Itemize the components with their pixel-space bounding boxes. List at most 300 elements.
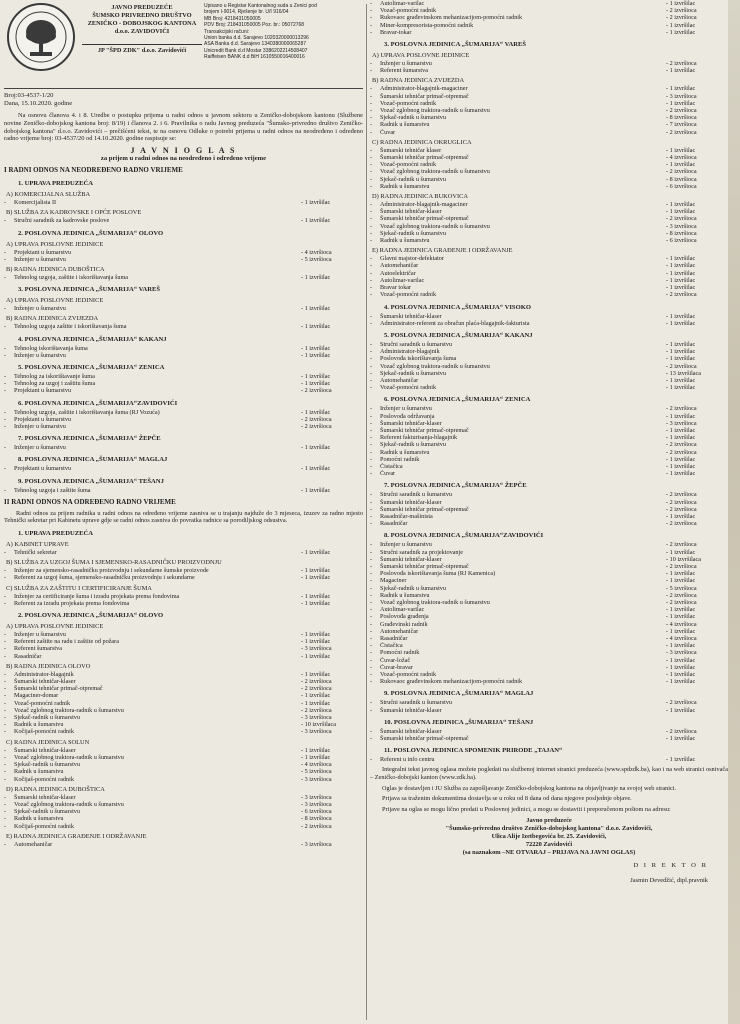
position-row — [370, 499, 728, 506]
position-count: - 1 izvršilac — [666, 384, 696, 392]
position-title: Sjekač-radnik u šumarstvu — [380, 114, 446, 122]
position-count: - 1 izvršilac — [666, 671, 696, 679]
position-row — [4, 653, 363, 660]
position-row — [4, 345, 363, 352]
bullet-dash: - — [370, 756, 373, 764]
position-count: - 1 izvršilac — [301, 217, 331, 225]
position-title: Vozač zglobnog traktora-radnik u šumarstvu — [14, 706, 124, 714]
intro-paragraph: Na osnovu članova 4. i 8. Uredbe o postupku prijema u radni odnos u javnom sektoru u Zeničko-dobojskom kantonu (Službene novine Zeničko-dobojskog kantona broj: 8/19) i članova 2. i 6. Pravilnika o radu Javnog preduzeća "Šumsko-privredno društvo Zeničko-dobojskog kantona" d.o.o. Zavidovići – prečišćeni tekst, te na osnovu Odluke o potrebi prijema u radni odnos na neodređeno i određeno radno vrijeme broj: 03-4537/20 od 14.10.2020. godine raspisuje se: — [4, 112, 363, 143]
position-count: - 8 izvršioca — [301, 815, 332, 823]
position-title: Automehaničar — [380, 262, 419, 270]
position-row — [370, 291, 728, 298]
position-count: - 5 izvršioca — [301, 768, 332, 776]
position-row — [370, 699, 728, 706]
position-count: - 1 izvršilac — [666, 276, 696, 284]
bullet-dash: - — [4, 444, 7, 452]
position-count: - 1 izvršilac — [666, 570, 696, 578]
position-count: - 1 izvršilac — [301, 373, 331, 381]
position-row — [4, 549, 363, 556]
bullet-dash: - — [4, 746, 7, 754]
subunit-heading: A) UPRAVA POSLOVNE JEDINICE — [6, 623, 104, 631]
position-title: Referent u info centru — [380, 756, 435, 764]
position-row — [4, 707, 363, 714]
position-title: Vozač zglobnog traktora-radnik u šumarstvu — [380, 107, 490, 115]
position-title: Šumarski tehničar-klaser — [14, 793, 76, 801]
position-title: Šumarski tehničar primač-otpremač — [380, 92, 469, 100]
position-title: Inženjer u šumarstvu — [14, 305, 66, 313]
position-title: Čuvar-ložač — [380, 656, 411, 664]
position-row — [4, 631, 363, 638]
position-title: Projektant u šumarstvu — [14, 248, 72, 256]
unit-heading: 8. POSLOVNA JEDINICA „ŠUMARIJA“ZAVIDOVIĆI — [384, 532, 544, 540]
bullet-dash: - — [370, 635, 373, 643]
bullet-dash: - — [4, 815, 7, 823]
position-title: Šumarski tehničar-klaser — [380, 312, 442, 320]
registry-line: Transakcijski računi: — [204, 28, 250, 35]
position-row — [370, 201, 728, 208]
position-title: Šumarski tehničar primač-otpremač — [380, 562, 469, 570]
position-count: - 1 izvršilac — [301, 692, 331, 700]
position-count: - 1 izvršilac — [666, 284, 696, 292]
address-line: 72220 Zavidovići — [525, 840, 573, 848]
position-row — [370, 29, 728, 36]
position-row — [370, 237, 728, 244]
position-count: - 1 izvršilac — [666, 412, 696, 420]
bullet-dash: - — [370, 434, 373, 442]
position-title: Vozač-pomoćni radnik — [14, 699, 71, 707]
bullet-dash: - — [370, 491, 373, 499]
position-count: - 1 izvršilac — [666, 0, 696, 7]
position-row — [4, 352, 363, 359]
position-row — [370, 183, 728, 190]
position-count: - 1 izvršilac — [301, 699, 331, 707]
bullet-dash: - — [4, 423, 7, 431]
position-count: - 2 izvršioca — [666, 168, 697, 176]
position-count: - 3 izvršioca — [666, 222, 697, 230]
bullet-dash: - — [370, 462, 373, 470]
position-row — [370, 284, 728, 291]
bullet-dash: - — [370, 627, 373, 635]
bullet-dash: - — [370, 656, 373, 664]
bullet-dash: - — [370, 85, 373, 93]
bullet-dash: - — [4, 685, 7, 693]
position-count: - 2 izvršioca — [666, 448, 697, 456]
position-title: Inženjer za sjemensko-rasadničku proizvodnju i sekundarne šumske proizvode — [14, 567, 209, 575]
position-count: - 3 izvršioca — [301, 800, 332, 808]
position-count: - 1 izvršilac — [301, 746, 331, 754]
position-count: - 2 izvršioca — [666, 362, 697, 370]
subunit-heading: B) RADNA JEDINICA DUBOŠTICA — [6, 266, 105, 273]
position-row — [370, 628, 728, 635]
bullet-dash: - — [4, 638, 7, 646]
position-title: Administrator-blagajnik — [380, 348, 440, 356]
bullet-dash: - — [4, 822, 7, 830]
position-title: Inženjer u šumarstvu — [380, 60, 432, 68]
position-row — [4, 768, 363, 775]
position-count: - 1 izvršilac — [666, 312, 696, 320]
position-title: Šumarski tehničar-klaser — [380, 419, 442, 427]
position-row — [4, 600, 363, 607]
position-title: Poslovođa građenja — [380, 613, 429, 621]
position-title: Tehnički sekretar — [14, 549, 57, 557]
bullet-dash: - — [370, 498, 373, 506]
position-count: - 1 izvršilac — [301, 199, 331, 207]
bullet-dash: - — [4, 599, 7, 607]
position-title: Šumarski tehničar primač-otpremač — [380, 154, 469, 162]
unit-heading: 5. POSLOVNA JEDINICA „ŠUMARIJA“ KAKANJ — [384, 331, 533, 339]
position-row — [370, 577, 728, 584]
position-count: - 2 izvršioca — [666, 107, 697, 115]
unit-heading: 3. POSLOVNA JEDINICA „ŠUMARIJA“ VAREŠ — [384, 41, 527, 49]
position-count: - 1 izvršilac — [666, 262, 696, 270]
position-title: Rasadničar — [380, 635, 408, 643]
position-title: Inženjer u šumarstvu — [14, 423, 66, 431]
position-row — [370, 270, 728, 277]
subunit-heading: B) SLUŽBA ZA UZGOJ ŠUMA I SJEMENSKO-RASADNIČKU PROIZVODNJU — [6, 559, 222, 567]
position-row — [370, 215, 728, 222]
position-row — [370, 370, 728, 377]
position-row — [370, 262, 728, 269]
bullet-dash: - — [370, 591, 373, 599]
position-row — [370, 129, 728, 136]
position-row — [4, 685, 363, 692]
position-count: - 1 izvršilac — [301, 380, 331, 388]
unit-heading: 2. POSLOVNA JEDINICA „ŠUMARIJA“ OLOVO — [18, 612, 164, 620]
position-row — [370, 735, 728, 742]
bullet-dash: - — [370, 7, 373, 15]
position-count: - 3 izvršioca — [301, 775, 332, 783]
position-title: Tehnolog uzgoja i zaštite šuma — [14, 486, 91, 494]
unit-heading: 3. POSLOVNA JEDINICA „ŠUMARIJA“ VAREŠ — [18, 286, 161, 294]
bullet-dash: - — [370, 201, 373, 209]
position-count: - 1 izvršilac — [666, 606, 696, 614]
bullet-dash: - — [370, 620, 373, 628]
position-row — [370, 413, 728, 420]
bullet-dash: - — [4, 255, 7, 263]
bullet-dash: - — [4, 706, 7, 714]
bullet-dash: - — [370, 312, 373, 320]
position-title: Bravar-tokar — [380, 28, 412, 36]
bullet-dash: - — [370, 128, 373, 136]
position-row — [370, 707, 728, 714]
unit-heading: 9. POSLOVNA JEDINICA „ŠUMARIJA“ MAGLAJ — [384, 690, 534, 698]
bullet-dash: - — [4, 631, 7, 639]
bullet-dash: - — [4, 415, 7, 423]
bullet-dash: - — [370, 340, 373, 348]
position-row — [4, 593, 363, 600]
closing-section — [370, 766, 728, 884]
position-title: Vozač zglobnog traktora-radnik u šumarstvu — [380, 362, 490, 370]
company-line: d.o.o. ZAVIDOVIĆI — [114, 28, 170, 35]
position-row — [370, 121, 728, 128]
bullet-dash: - — [370, 706, 373, 714]
right-position-list — [370, 0, 728, 763]
bullet-dash: - — [370, 441, 373, 449]
position-title: Sjekač-radnik u šumarstvu — [14, 761, 80, 769]
position-row — [370, 642, 728, 649]
position-count: - 4 izvršioca — [666, 635, 697, 643]
position-title: Šumarski tehničar-klaser — [14, 746, 76, 754]
position-row — [4, 387, 363, 394]
position-count: - 1 izvršilac — [301, 408, 331, 416]
position-row — [4, 305, 363, 312]
bullet-dash: - — [370, 14, 373, 22]
position-title: Vozač-pomoćni radnik — [380, 291, 437, 299]
bullet-dash: - — [370, 215, 373, 223]
position-title: Inženjer u šumarstvu — [14, 351, 66, 359]
unit-heading: 6. POSLOVNA JEDINICA „ŠUMARIJA“ ZENICA — [384, 396, 531, 404]
bullet-dash: - — [370, 114, 373, 122]
position-row — [370, 348, 728, 355]
unit-heading: 10. POSLOVNA JEDINICA „ŠUMARIJA“ TEŠANJ — [384, 718, 534, 726]
position-count: - 2 izvršioca — [666, 291, 697, 299]
position-title: Vozač zglobnog traktora-radnik u šumarstvu — [380, 168, 490, 176]
position-title: Automehaničar — [14, 840, 53, 848]
position-count: - 5 izvršioca — [301, 255, 332, 263]
position-count: - 3 izvršioca — [301, 645, 332, 653]
position-count: - 1 izvršilac — [666, 85, 696, 93]
registry-line: Union banka d.d. Sarajevo 1020320000013296 — [204, 35, 309, 42]
bullet-dash: - — [370, 60, 373, 68]
position-count: - 2 izvršioca — [301, 423, 332, 431]
position-title: Autolimar-varilac — [380, 276, 425, 284]
position-count: - 2 izvršioca — [666, 441, 697, 449]
bullet-dash: - — [370, 168, 373, 176]
position-count: - 1 izvršilac — [666, 348, 696, 356]
bullet-dash: - — [370, 512, 373, 520]
unit-heading: 1. UPRAVA PREDUZEĆA — [18, 530, 94, 538]
left-column — [4, 0, 363, 1024]
position-row — [4, 323, 363, 330]
position-row — [4, 714, 363, 721]
bullet-dash: - — [4, 274, 7, 281]
unit-heading: 7. POSLOVNA JEDINICA „ŠUMARIJA“ ŽEPČE — [384, 482, 527, 490]
bullet-dash: - — [370, 520, 373, 528]
bullet-dash: - — [370, 649, 373, 657]
position-row — [370, 355, 728, 362]
position-title: Radnik u šumarstvu — [380, 121, 430, 129]
bullet-dash: - — [4, 775, 7, 783]
position-row — [370, 341, 728, 348]
bullet-dash: - — [370, 470, 373, 478]
position-count: - 2 izvršioca — [301, 387, 332, 395]
position-title: Referent zaštite na radu i zaštite od požara — [14, 638, 119, 646]
section-heading: II RADNI ODNOS NA ODREĐENO RADNO VRIJEME — [4, 497, 176, 506]
position-row — [370, 363, 728, 370]
position-row — [370, 176, 728, 183]
position-count: - 2 izvršioca — [301, 415, 332, 423]
position-row — [370, 147, 728, 154]
position-count: - 2 izvršioca — [666, 562, 697, 570]
bullet-dash: - — [370, 548, 373, 556]
bullet-dash: - — [370, 319, 373, 327]
position-row — [4, 217, 363, 224]
bullet-dash: - — [4, 714, 7, 722]
position-title: Pomoćni radnik — [380, 649, 420, 657]
left-position-list — [4, 166, 363, 848]
position-count: - 1 izvršilac — [666, 269, 696, 277]
position-row — [370, 93, 728, 100]
bullet-dash: - — [4, 217, 7, 225]
position-row — [4, 776, 363, 783]
position-row — [370, 441, 728, 448]
position-count: - 1 izvršilac — [301, 351, 331, 359]
company-line: ŠUMSKO PRIVREDNO DRUŠTVO — [92, 12, 192, 19]
position-count: - 4 izvršioca — [666, 620, 697, 628]
position-row — [4, 249, 363, 256]
position-count: - 2 izvršioca — [666, 727, 697, 735]
bullet-dash: - — [370, 21, 373, 29]
position-row — [370, 449, 728, 456]
position-title: Vozač zglobnog traktora-radnik u šumarstvu — [380, 222, 490, 230]
position-title: Radnik u šumarstvu — [380, 448, 430, 456]
unit-heading: 11. POSLOVNA JEDINICA SPOMENIK PRIRODE „TAJAN“ — [384, 747, 563, 755]
bullet-dash: - — [370, 570, 373, 578]
bullet-dash: - — [370, 541, 373, 549]
bullet-dash: - — [4, 768, 7, 776]
position-title: Magaciner-domar — [14, 692, 59, 700]
position-title: Komercijalista II — [14, 199, 57, 207]
position-title: Inženjer u šumarstvu — [14, 631, 66, 639]
company-short-name: JP "ŠPD ZDK" d.o.o. Zavidovići — [82, 44, 202, 55]
position-title: Rukovaoc građevinskom mehanizacijom-pomoćni radnik — [380, 678, 523, 686]
position-count: - 2 izvršioca — [666, 591, 697, 599]
bullet-dash: - — [4, 761, 7, 769]
position-count: - 2 izvršioca — [666, 541, 697, 549]
unit-heading: 5. POSLOVNA JEDINICA „ŠUMARIJA“ ZENICA — [18, 364, 165, 372]
bullet-dash: - — [4, 387, 7, 395]
position-count: - 1 izvršilac — [666, 613, 696, 621]
company-line: ZENIČKO - DOBOJSKOG KANTONA — [87, 20, 197, 27]
unit-heading: 8. POSLOVNA JEDINICA „ŠUMARIJA“ MAGLAJ — [18, 456, 168, 464]
position-title: Magaciner — [380, 577, 407, 585]
notice-title: J A V N I O G L A S — [130, 146, 237, 156]
column-divider — [366, 4, 367, 1020]
position-count: - 1 izvršilac — [666, 735, 696, 743]
position-title: Sjekač-radnik u šumarstvu — [380, 175, 446, 183]
subunit-heading: A) KABINET UPRAVE — [6, 541, 69, 549]
position-row — [370, 14, 728, 21]
bullet-dash: - — [370, 0, 373, 7]
position-title: Glavni majstor-defektator — [380, 255, 444, 263]
unit-heading: 7. POSLOVNA JEDINICA „ŠUMARIJA“ ŽEPČE — [18, 435, 161, 443]
position-count: - 1 izvršilac — [301, 599, 331, 607]
position-count: - 4 izvršioca — [301, 761, 332, 769]
bullet-dash: - — [370, 362, 373, 370]
position-row — [4, 721, 363, 728]
document-number: Broj:03-4537-1/20 — [4, 92, 54, 99]
director-name: Jasmin Devedžić, dipl.pravnik — [630, 877, 708, 885]
bullet-dash: - — [370, 599, 373, 606]
position-row — [4, 794, 363, 801]
bullet-dash: - — [4, 305, 7, 313]
position-count: - 1 izvršilac — [666, 577, 696, 585]
subunit-heading: A) UPRAVA POSLOVNE JEDINICE — [6, 297, 104, 305]
position-title: Šumarski tehničar primač-otpremač — [380, 215, 469, 223]
position-row — [370, 678, 728, 685]
position-count: - 1 izvršilac — [301, 592, 331, 600]
position-title: Tehnolog uzgoja zaštite i iskorištavanja šuma — [14, 323, 127, 331]
position-row — [4, 274, 363, 281]
bullet-dash: - — [4, 323, 7, 331]
position-count: - 1 izvršilac — [666, 756, 696, 764]
position-row — [4, 574, 363, 581]
closing-paragraph: Prijave na oglas se mogu lično predati u Poslovnoj jedinici, a mogu se dostaviti i preporučenom poštom na adresu: — [382, 805, 671, 813]
closing-paragraph: Oglas je dostavljen i JU Služba za zapošljavanje Zeničko-dobojskog kantona na objavljivanje na svojoj web stranici. — [382, 784, 677, 792]
position-count: - 1 izvršilac — [301, 344, 331, 352]
company-line: JAVNO PREDUZEĆE — [111, 4, 173, 11]
position-row — [4, 638, 363, 645]
position-count: - 3 izvršioca — [301, 714, 332, 722]
position-title: Stručni saradnik u šumarstvu — [380, 340, 453, 348]
position-count: - 1 izvršilac — [666, 512, 696, 520]
position-row — [370, 463, 728, 470]
position-title: Tehnolog za uzgoj i zaštitu šuma — [14, 380, 96, 388]
position-count: - 1 izvršilac — [666, 21, 696, 29]
position-title: Radnik u šumarstvu — [380, 591, 430, 599]
position-row — [370, 592, 728, 599]
unit-heading: 2. POSLOVNA JEDINICA „ŠUMARIJA“ OLOVO — [18, 229, 164, 237]
position-title: Vozač zglobnog traktora-radnik u šumarstvu — [14, 753, 124, 761]
bullet-dash: - — [370, 384, 373, 392]
position-count: - 3 izvršioca — [666, 419, 697, 427]
bullet-dash: - — [4, 380, 7, 388]
bullet-dash: - — [370, 412, 373, 420]
position-count: - 2 izvršioca — [666, 599, 697, 606]
bullet-dash: - — [4, 652, 7, 660]
bullet-dash: - — [370, 735, 373, 743]
position-count: - 1 izvršilac — [666, 462, 696, 470]
position-title: Vozač-pomoćni radnik — [380, 7, 437, 15]
position-count: - 7 izvršioca — [666, 121, 697, 129]
position-row — [370, 107, 728, 114]
bullet-dash: - — [370, 426, 373, 434]
bullet-dash: - — [370, 663, 373, 671]
bullet-dash: - — [370, 613, 373, 621]
bullet-dash: - — [370, 269, 373, 277]
position-row — [370, 664, 728, 671]
position-title: Stručni saradnik za kadrovske poslove — [14, 217, 110, 225]
mailing-address — [370, 817, 728, 856]
position-row — [370, 67, 728, 74]
bullet-dash: - — [4, 465, 7, 473]
position-count: - 4 izvršioca — [666, 154, 697, 162]
position-count: - 1 izvršilac — [301, 574, 331, 582]
position-count: - 1 izvršilac — [301, 670, 331, 678]
position-title: Tehnolog uzgoja, zaštite i iskorištavanja šuma — [14, 274, 129, 281]
position-count: - 3 izvršioca — [666, 92, 697, 100]
position-count: - 1 izvršilac — [301, 631, 331, 639]
subunit-heading: D) RADNA JEDINICA BUKOVICA — [372, 193, 469, 201]
position-title: Referent šumarstva — [380, 67, 428, 75]
position-row — [370, 541, 728, 548]
position-title: Vozač-pomoćni radnik — [380, 384, 437, 392]
bullet-dash: - — [4, 721, 7, 729]
position-count: - 2 izvršioca — [666, 505, 697, 513]
position-title: Projektant u šumarstvu — [14, 387, 72, 395]
position-row — [370, 520, 728, 527]
subunit-heading: C) SLUŽBA ZA ZAŠTITU I CERTIFICIRANJE ŠUMA — [6, 584, 152, 592]
position-count: - 1 izvršilac — [666, 706, 696, 714]
position-title: Radnik u šumarstvu — [380, 182, 430, 190]
position-title: Radnik u šumarstvu — [14, 815, 64, 823]
position-count: - 1 izvršilac — [301, 753, 331, 761]
position-row — [4, 728, 363, 735]
position-title: Poslovođa iskorištavanja šuma (RJ Kamenica) — [380, 570, 496, 578]
position-count: - 1 izvršilac — [666, 376, 696, 384]
position-title: Čistačica — [380, 462, 403, 470]
position-row — [370, 7, 728, 14]
